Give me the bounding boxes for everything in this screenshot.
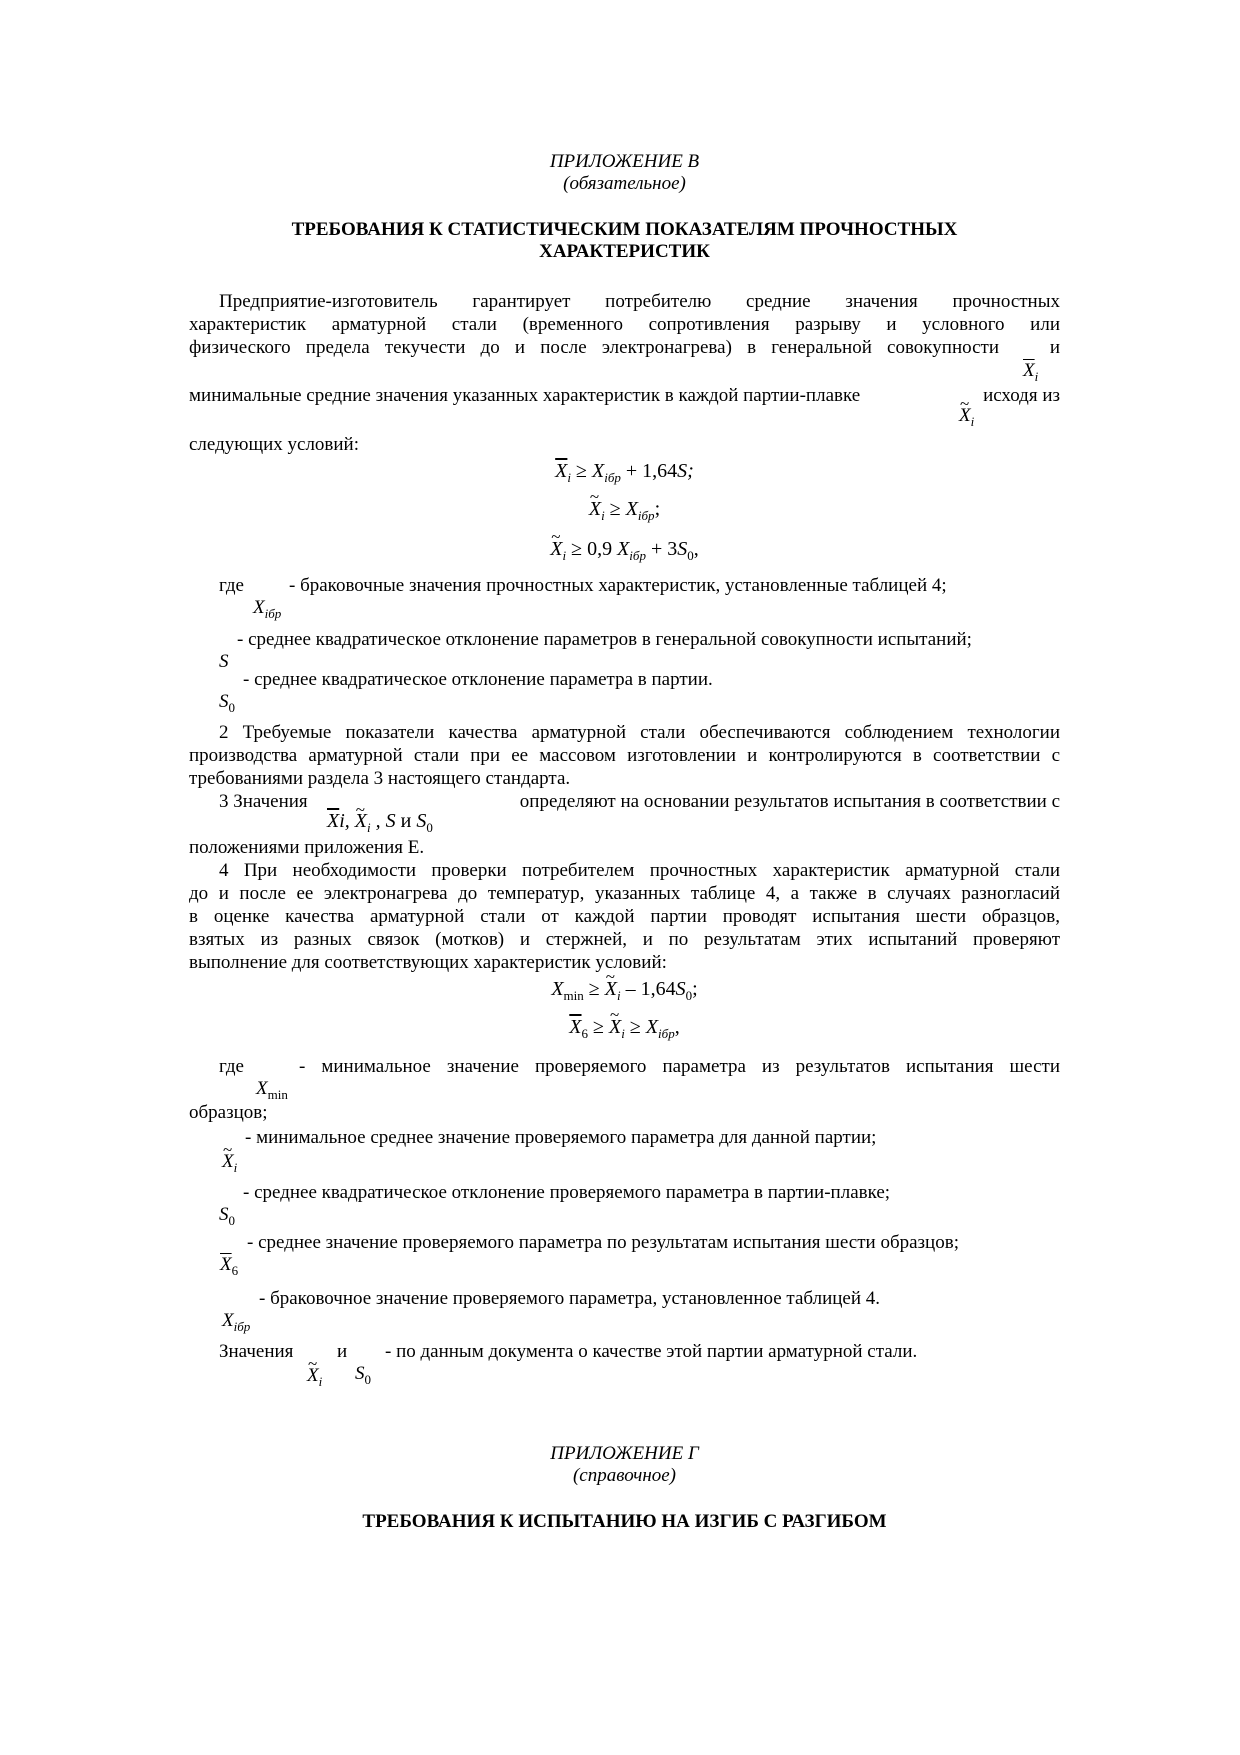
x-ibr-symbol: $X_{iбр}$ (253, 597, 282, 621)
def-row-6 (219, 1181, 1060, 1227)
where-label-2: где (219, 1056, 244, 1077)
where-label-1: где (219, 575, 244, 596)
def-row-1 (219, 574, 1060, 620)
s0-symbol-2: $S_0$ (219, 1204, 235, 1228)
def-row-3 (219, 668, 1060, 714)
paragraph-3-row (219, 790, 1060, 836)
def-2-text: - среднее квадратическое отклонение параметров в генеральной совокупности испытаний; (237, 629, 972, 650)
xi-bar-symbol: $\overline{X}_i$ (1023, 360, 1039, 384)
formula-4: $X_{min}$ ≥ ~ $X_i - 1,64S_0$; (189, 974, 1060, 1004)
p1-line3: физического предела текучести до и после электронагрева) в генеральной совокупности (189, 337, 999, 358)
appendix-v-heading-2: ХАРАКТЕРИСТИК (539, 241, 710, 262)
s0-symbol: $S_0$ (219, 691, 235, 715)
s-symbol: S (219, 651, 229, 672)
def-row-4 (219, 1055, 1060, 1101)
formula-1: $\overline{X}_i \ge X_{iбр} + 1,64S$; (555, 460, 694, 485)
def-5-text: - минимальное среднее значение проверяемого параметра для данной партии; (245, 1127, 877, 1148)
formula-3: ~ $X_i \ge 0,9$ $X_{iбр} + 3S_0$, (189, 534, 1060, 564)
p3-line2: положениями приложения Е. (189, 837, 425, 858)
p2-line1: 2 Требуемые показатели качества арматурной стали обеспечиваются соблюдением технологии (219, 722, 1060, 743)
p1-from: исходя из (983, 385, 1060, 406)
def-row-5 (219, 1126, 1060, 1175)
p4-line4: взятых из разных связок (мотков) и стержней, и по результатам этих испытаний проверяют (189, 929, 1060, 950)
p1-line4-row (189, 384, 1060, 429)
p3-start: 3 Значения (219, 791, 308, 812)
appendix-v-status: (обязательное) (563, 173, 686, 194)
xi-tilde-symbol-2: ~ $X_i$ (222, 1150, 237, 1173)
xi-tilde-symbol-3: ~ $X_i$ (307, 1364, 322, 1387)
def-6-text: - среднее квадратическое отклонение проверяемого параметра в партии-плавке; (243, 1182, 891, 1203)
paragraph-4 (189, 859, 1060, 974)
p1-line1: Предприятие-изготовитель гарантирует потребителю средние значения прочностных (219, 291, 1060, 312)
x-min-symbol: $X_{min}$ (256, 1078, 288, 1102)
p1-line2: характеристик арматурной стали (временного сопротивления разрыву и условного или (189, 314, 1060, 335)
appendix-g-title: ПРИЛОЖЕНИЕ Г (550, 1443, 699, 1464)
def-3-text: - среднее квадратическое отклонение параметра в партии. (243, 669, 713, 690)
p3-symbols: $\overline{X}i$, ~ $X_i$ , S и $S_0$ (327, 810, 433, 833)
p3-mid: определяют на основании результатов испытания в соответствии с (519, 791, 1060, 812)
p3-and: и (400, 810, 412, 832)
def-row-7 (219, 1231, 1060, 1277)
p4-line5: выполнение для соответствующих характеристик условий: (189, 952, 667, 973)
def-8-text: - браковочное значение проверяемого параметра, установленное таблицей 4. (259, 1288, 881, 1309)
p4-line3: в оценке качества арматурной стали от каждой партии проводят испытания шести образцов, (189, 906, 1060, 927)
xi-tilde-symbol: ~ $X_i$ (959, 404, 974, 427)
appendix-v-heading-1: ТРЕБОВАНИЯ К СТАТИСТИЧЕСКИМ ПОКАЗАТЕЛЯМ ПРОЧНОСТНЫХ (291, 219, 958, 240)
p4-line2: до и после ее электронагрева до температур, указанных таблице 4, а также в случаях разногласий (189, 883, 1060, 904)
x-ibr-symbol-2: $X_{iбр}$ (222, 1310, 251, 1334)
formula-2: ~ $X_i \ge X_{iбр}$; (189, 494, 1060, 524)
last-start: Значения (219, 1341, 294, 1362)
appendix-v-title: ПРИЛОЖЕНИЕ В (549, 151, 700, 172)
def-7-text: - среднее значение проверяемого параметра по результатам испытания шести образцов; (247, 1232, 959, 1253)
def-4-cont: образцов; (189, 1102, 268, 1123)
last-and: и (337, 1341, 348, 1362)
appendix-g-heading: ТРЕБОВАНИЯ К ИСПЫТАНИЮ НА ИЗГИБ С РАЗГИБОМ (362, 1511, 887, 1532)
def-1-text: - браковочные значения прочностных характеристик, установленные таблицей 4; (289, 575, 947, 596)
def-row-8 (219, 1287, 1060, 1333)
s0-symbol-3: $S_0$ (355, 1363, 371, 1387)
p2-line2: производства арматурной стали при ее массовом изготовлении и контролируются в соответствии с (189, 745, 1060, 766)
x6-bar-symbol: $\overline{X}_6$ (220, 1254, 239, 1278)
def-4-text: - минимальное значение проверяемого параметра из результатов испытания шести (299, 1056, 1060, 1077)
p2-line3: требованиями раздела 3 настоящего стандарта. (189, 768, 571, 789)
p4-line1: 4 При необходимости проверки потребителем прочностных характеристик арматурной стали (219, 860, 1060, 881)
last-end: - по данным документа о качестве этой партии арматурной стали. (385, 1341, 918, 1362)
p1-line4: минимальные средние значения указанных характеристик в каждой партии-плавке (189, 385, 861, 406)
formula-5: $\overline{X}_6$ ≥ ~ $X_i \ge X_{iбр}$, (189, 1012, 1060, 1042)
appendix-g-status: (справочное) (572, 1465, 676, 1486)
paragraph-2 (189, 721, 1060, 790)
paragraph-1 (189, 290, 1060, 384)
last-row (219, 1340, 1060, 1389)
p1-and: и (1049, 337, 1060, 358)
p1-line5: следующих условий: (189, 434, 360, 455)
